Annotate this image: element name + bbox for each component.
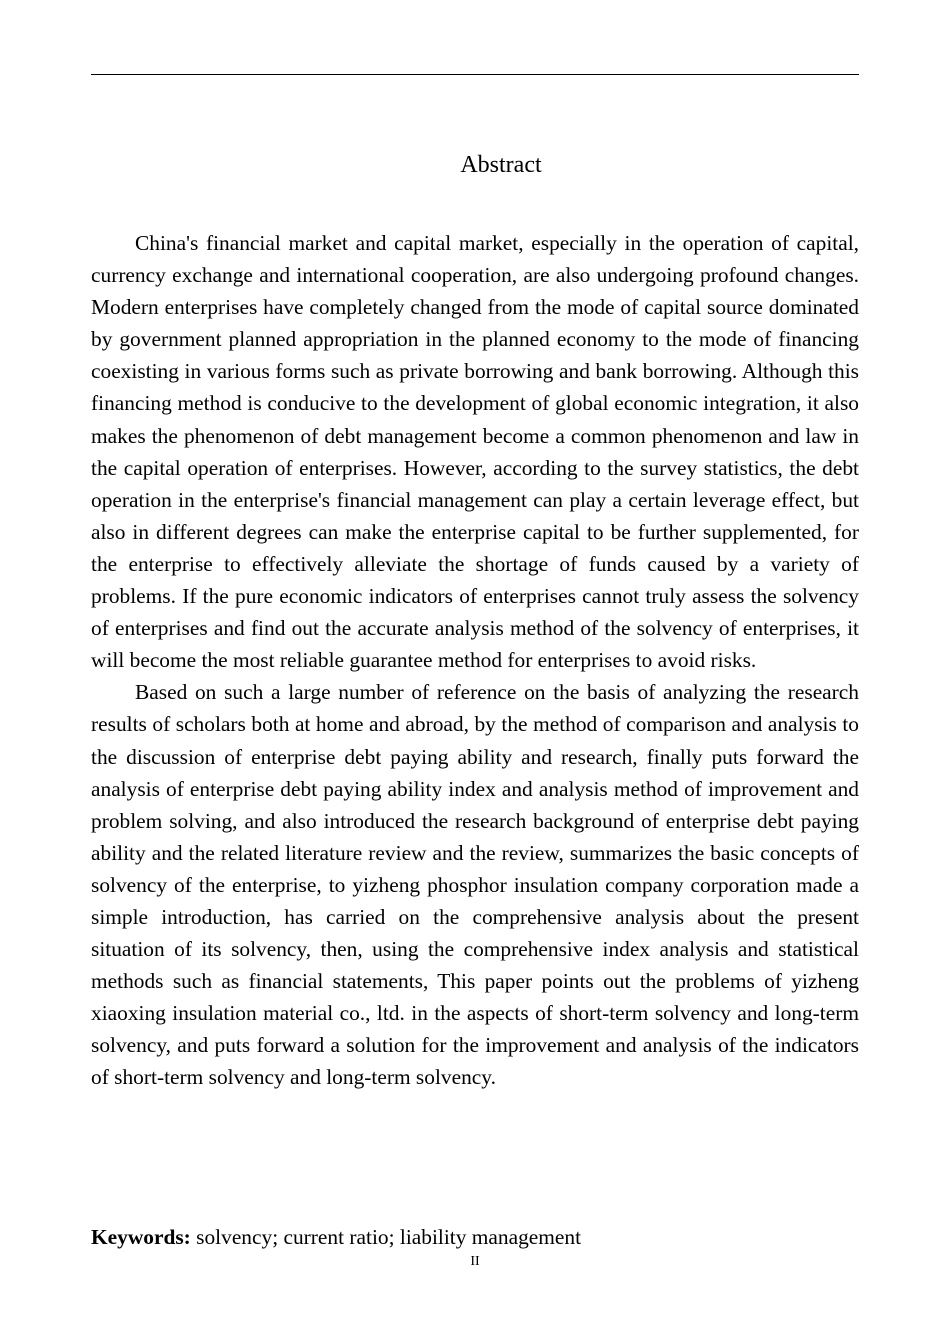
keywords-label: Keywords: <box>91 1225 191 1249</box>
header-rule <box>91 74 859 75</box>
abstract-paragraph-2: Based on such a large number of reference on the basis of analyzing the research results of scholars both at home and abroad, by the method of comparison and analysis to the discussion of enterprise debt paying ability and research, finally puts forward the analysis of enterprise debt paying ability index and analysis method of improvement and problem solving, and also introduced the research background of enterprise debt paying ability and the related literature review and the review, summarizes the basic concepts of solvency of the enterprise, to yizheng phosphor insulation company corporation made a simple introduction, has carried on the comprehensive analysis about the present situation of its solvency, then, using the comprehensive index analysis and statistical methods such as financial statements, This paper points out the problems of yizheng xiaoxing insulation material co., ltd. in the aspects of short-term solvency and long-term solvency, and puts forward a solution for the improvement and analysis of the indicators of short-term solvency and long-term solvency. <box>91 680 859 1090</box>
keywords-line <box>91 1221 859 1253</box>
page-number: II <box>470 1254 480 1269</box>
abstract-body <box>91 227 859 1094</box>
page-title: Abstract <box>460 152 542 178</box>
abstract-paragraph-1: China's financial market and capital market, especially in the operation of capital, currency exchange and international cooperation, are also undergoing profound changes. Modern enterprises have completely changed from the mode of capital source dominated by government planned appropriation in the planned economy to the mode of financing coexisting in various forms such as private borrowing and bank borrowing. Although this financing method is conducive to the development of global economic integration, it also makes the phenomenon of debt management become a common phenomenon and law in the capital operation of enterprises. However, according to the survey statistics, the debt operation in the enterprise's financial management can play a certain leverage effect, but also in different degrees can make the enterprise capital to be further supplemented, for the enterprise to effectively alleviate the shortage of funds caused by a variety of problems. If the pure economic indicators of enterprises cannot truly assess the solvency of enterprises and find out the accurate analysis method of the solvency of enterprises, it will become the most reliable guarantee method for enterprises to avoid risks. <box>91 231 859 673</box>
keywords-text: solvency; current ratio; liability management <box>190 1225 582 1249</box>
